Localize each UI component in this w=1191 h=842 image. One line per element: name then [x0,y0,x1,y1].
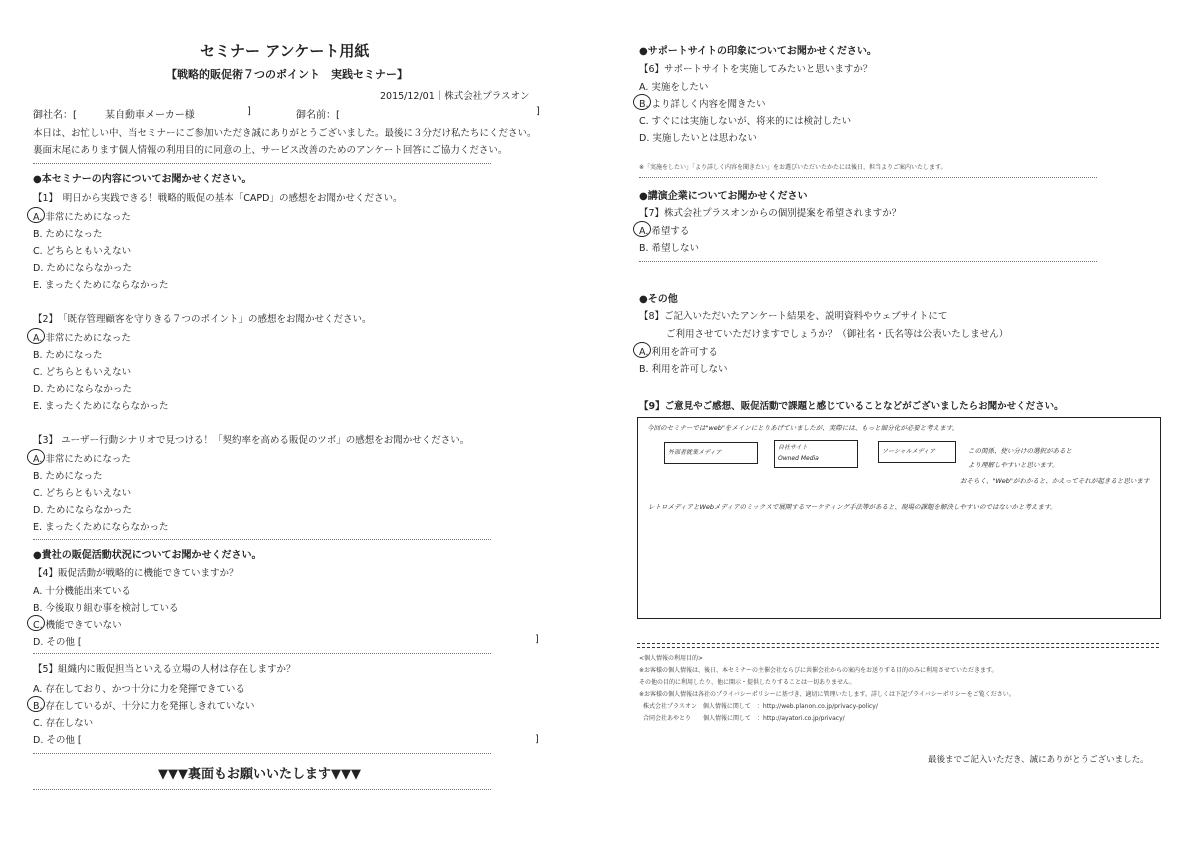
q4-option-b[interactable]: B. 今後取り組む事を検討している [33,603,179,614]
intro-line-1: 本日は、お忙しい中、当セミナーにご参加いただき誠にありがとうございました。最後に３分だけ私たちにください。 [33,128,537,139]
privacy-title: <個人情報の利用目的> [639,655,704,662]
question-3: 【3】 ユーザー行動シナリオで見つける！「契約率を高める販促のツボ」の感想をお聞かせください。 [33,435,470,446]
divider [637,643,1159,644]
handwritten-side-3: おそらく、"Web"がわかると、かえってそれが起きると思います [960,477,1150,485]
date-organizer: 2015/12/01｜株式会社プラスオン [380,91,530,102]
question-4: 【4】販促活動が戦略的に機能できていますか？ [33,568,239,579]
q2-option-d[interactable]: D. ためにならなかった [33,384,132,395]
question-2: 【2】 「既存管理顧客を守りきる７つのポイント」の感想をお聞かせください。 [33,314,372,325]
question-9: 【9】ご意見やご感想、販促活動で課題と感じていることなどがございましたらお聞かせください。 [639,401,1064,412]
privacy-policy-link-planon[interactable]: 株式会社プラスオン 個人情報に関して ：http://web.planon.co.jp/privacy-policy/ [643,703,878,710]
back-page-notice: ▼▼▼裏面もお願いいたします▼▼▼ [158,767,361,782]
privacy-line-2: その他の目的に利用したり、他に開示・提供したりすることは一切ありません。 [639,679,856,686]
q8-option-b[interactable]: B. 利用を許可しない [639,364,728,375]
company-field-close: ] [247,106,251,117]
handwritten-box-label: ソーシャルメディア [882,448,936,455]
closing-message: 最後までご記入いただき、誠にありがとうございました。 [928,755,1149,765]
q2-option-a[interactable]: A. 非常にためになった [33,333,131,344]
question-5: 【5】組織内に販促担当といえる立場の人材は存在しますか？ [33,664,296,675]
q3-option-a[interactable]: A. 非常にためになった [33,454,131,465]
q3-option-b[interactable]: B. ためになった [33,471,103,482]
q3-option-d[interactable]: D. ためにならなかった [33,505,132,516]
divider [33,163,491,164]
q5-other-close: ] [535,734,539,745]
q6-option-c[interactable]: C. すぐには実施しないが、将来的には検討したい [639,116,852,127]
q2-option-e[interactable]: E. まったくためにならなかった [33,401,169,412]
question-1: 【1】 明日から実践できる！戦略的販促の基本「CAPD」の感想をお聞かせください。 [33,193,403,204]
q3-option-e[interactable]: E. まったくためにならなかった [33,522,169,533]
divider [33,653,491,654]
support-note: ※「実施をしたい」「より詳しく内容を聞きたい」をお選びいただいたかたには後日、担当よりご案内いたします。 [639,164,947,171]
handwritten-side-1: この関係、使い分けの選択があると [968,447,1072,455]
q6-option-b[interactable]: B. より詳しく内容を聞きたい [639,99,766,110]
section-heading-other: ●その他 [639,294,678,305]
q1-option-e[interactable]: E. まったくためにならなかった [33,280,169,291]
divider [33,539,491,540]
q5-option-c[interactable]: C. 存在しない [33,718,94,729]
section-heading-seminar: ●本セミナーの内容についてお聞かせください。 [33,174,252,185]
handwritten-box-label: 自社サイト [778,444,808,451]
question-8-line-2: ご利用させていただけますでしょうか？（御社名・氏名等は公表いたしません） [666,329,1009,340]
divider [639,261,1097,262]
company-label: 御社名：[ [33,110,77,121]
q2-option-c[interactable]: C. どちらともいえない [33,367,132,378]
intro-line-2: 裏面末尾にあります個人情報の利用目的に同意の上、サービス改善のためのアンケート回答にご協力ください。 [33,145,508,156]
q6-option-d[interactable]: D. 実施したいとは思わない [639,133,757,144]
q2-option-b[interactable]: B. ためになった [33,350,103,361]
q3-option-c[interactable]: C. どちらともいえない [33,488,132,499]
q4-other-close: ] [535,634,539,645]
page-title: セミナー アンケート用紙 [200,42,370,60]
handwritten-box-external-media [664,442,758,464]
section-heading-company: ●貴社の販促活動状況についてお聞かせください。 [33,550,262,561]
divider [639,177,1097,178]
q7-option-b[interactable]: B. 希望しない [639,243,700,254]
name-field[interactable] [350,106,535,120]
q1-option-b[interactable]: B. ためになった [33,229,103,240]
section-heading-speaker: ●講演企業についてお聞かせください [639,191,808,202]
handwritten-box-social-media [878,441,956,463]
handwritten-line-1: 今回のセミナーでは"web"をメインにとりあげていましたが、実際には、もっと細分化が必要と考えます。 [647,424,959,432]
q5-option-a[interactable]: A. 存在しており、かつ十分に力を発揮できている [33,684,245,695]
question-6: 【6】サポートサイトを実施してみたいと思いますか？ [639,64,873,75]
q5-option-b[interactable]: B. 存在しているが、十分に力を発揮しきれていない [33,701,255,712]
q1-option-c[interactable]: C. どちらともいえない [33,246,132,257]
q1-option-a[interactable]: A. 非常にためになった [33,212,131,223]
handwritten-side-2: より理解しやすいと思います。 [968,461,1059,469]
q4-option-c[interactable]: C. 機能できていない [33,620,122,631]
handwritten-box-owned-media [774,440,858,468]
divider [33,789,491,790]
privacy-line-3: ※お客様の個人情報は各社のプライバシーポリシーに基づき、適切に管理いたします。詳しくは下記プライバシーポリシーをご覧ください。 [639,691,1015,698]
handwritten-line-2: レトロメディアとWebメディアのミックスで展開するマーケティング手法等があると、現場の課題を解決しやすいのではないかと考えます。 [648,503,1057,511]
q6-option-a[interactable]: A. 実施をしたい [639,82,709,93]
name-field-close: ] [536,106,540,117]
page-subtitle: 【戦略的販促術７つのポイント 実践セミナー】 [166,68,408,81]
q5-option-d[interactable]: D. その他 [ [33,735,82,746]
handwritten-box-label: Owned Media [778,455,819,462]
q1-option-d[interactable]: D. ためにならなかった [33,263,132,274]
q4-option-d[interactable]: D. その他 [ [33,637,82,648]
q7-option-a[interactable]: A. 希望する [639,226,690,237]
privacy-policy-link-ayatori[interactable]: 合同会社あやとり 個人情報に関して ：http://ayatori.co.jp/privacy/ [643,715,845,722]
divider [637,647,1159,648]
q8-option-a[interactable]: A. 利用を許可する [639,347,718,358]
q4-option-a[interactable]: A. 十分機能出来ている [33,586,131,597]
divider [33,753,491,754]
handwritten-box-label: 外部者就業メディア [668,449,722,456]
question-7: 【7】株式会社プラスオンからの個別提案を希望されますか？ [639,208,902,219]
section-heading-support: ●サポートサイトの印象についてお聞かせください。 [639,46,877,57]
name-label: 御名前：[ [296,110,340,121]
company-field[interactable]: 某自動車メーカー様 [105,110,195,121]
question-8-line-1: 【8】ご記入いただいたアンケート結果を、説明資料やウェブサイトにて [639,311,948,322]
privacy-line-1: ※お客様の個人情報は、後日、本セミナーの主催会社ならびに共催会社からの案内をお送りする目的のみに利用させていただきます。 [639,667,998,674]
